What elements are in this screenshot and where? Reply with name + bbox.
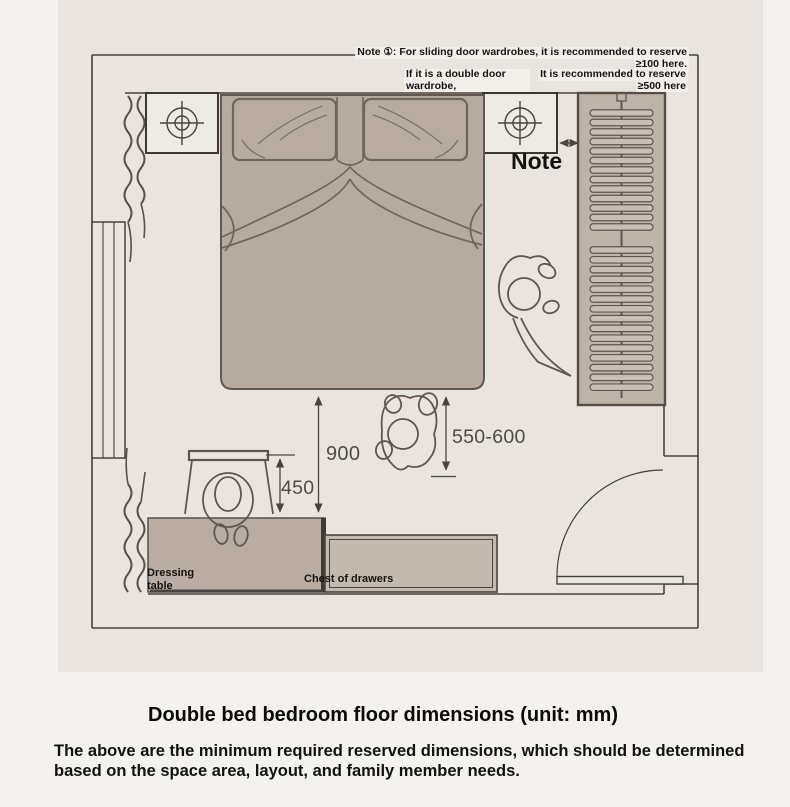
note-line: It is recommended to reserve <box>540 68 686 80</box>
note-sliding-wardrobe <box>352 47 689 70</box>
person-walking <box>374 391 440 470</box>
note-line: ≥100 here. <box>635 57 687 70</box>
chair <box>185 451 273 514</box>
dressing-table-label: Dressing table <box>147 567 195 592</box>
person-standing <box>499 256 571 376</box>
figure-subtitle <box>54 742 768 781</box>
wardrobe <box>578 93 665 405</box>
chest-of-drawers-label: Chest of drawers <box>304 573 394 585</box>
figure-title: Double bed bedroom floor dimensions (unit: mm) <box>148 704 618 726</box>
figure-subtitle-line: based on the space area, layout, and family member needs. <box>54 761 520 780</box>
dimension-label-450: 450 <box>281 477 315 499</box>
dimension-label-900: 900 <box>326 443 361 465</box>
nightstand-left <box>146 93 218 153</box>
dimension-label-550-600: 550-600 <box>452 426 526 448</box>
note-line: If it is a double door wardrobe, <box>404 69 530 92</box>
note-line: ≥500 here <box>637 79 686 92</box>
door-swing-arc <box>557 470 663 576</box>
note-reserve-500 <box>480 69 688 92</box>
figure-subtitle-line: The above are the minimum required reserved dimensions, which should be determined <box>54 742 745 760</box>
bed <box>221 95 484 389</box>
nightstand-right <box>483 93 557 153</box>
window <box>92 222 125 458</box>
curtain-top-icon <box>125 96 145 262</box>
pillow-left <box>233 99 336 160</box>
curtain-bottom-icon <box>125 448 146 592</box>
note-line: Note ①: For sliding door wardrobes, it is recommended to reserve <box>357 46 687 58</box>
pillow-right <box>364 99 467 160</box>
door-leaf <box>557 577 683 585</box>
note-callout-label: Note <box>511 148 563 174</box>
hangers <box>590 110 653 391</box>
door <box>557 470 683 584</box>
